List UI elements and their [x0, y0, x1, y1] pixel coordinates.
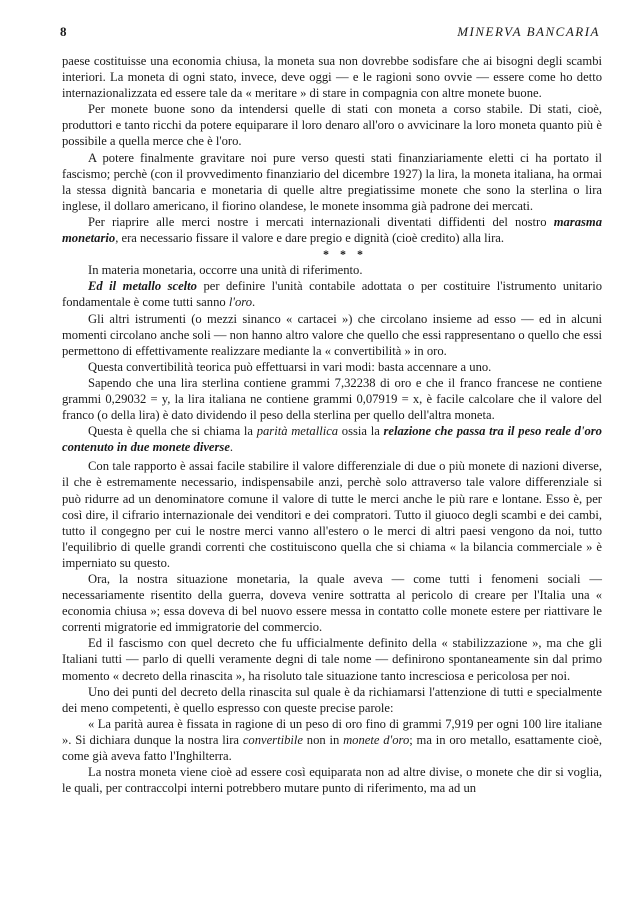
paragraph [62, 359, 602, 375]
paragraph [62, 458, 602, 571]
page-number: 8 [60, 24, 67, 39]
running-title: MINERVA BANCARIA [457, 24, 600, 39]
paragraph-text: Ora, la nostra situazione monetaria, la quale aveva — come tutti i fenomeni sociali — necessariamente risentito della guerra, doveva venire sottratta al pericolo di creare per l'Italia una « economia chiusa »; essa doveva di bel nuovo essere messa in contatto colle monete estere per riattivare le correnti migratorie ed immigratorie del commercio. [62, 572, 602, 635]
paragraph-text: Ed il fascismo con quel decreto che fu ufficialmente definito della « stabilizzazione », ma che gli Italiani tutti — parlo di quelli veramente degni di tale nome — definirono spontaneamente sin dal primo momento « decreto della rinascita », ha risoluto tale situazione tanto incresciosa e pericolosa per noi. [62, 636, 602, 683]
paragraph-text: non in [302, 732, 344, 747]
paragraph-text: Sapendo che una lira sterlina contiene grammi 7,32238 di oro e che il franco francese ne contiene grammi 0,29032 = y, la lira italiana ne contiene grammi 0,07919 = x, è facile calcolare che il valore del franco (o della lira) è dato dividendo il peso della sterlina per quello dell'altra moneta. [62, 375, 602, 423]
paragraph [62, 262, 602, 278]
paragraph [62, 150, 602, 214]
paragraph-text: . [252, 295, 256, 310]
emphasis-text: monete d'oro [343, 732, 410, 747]
paragraph [62, 684, 602, 716]
paragraph-text: Per riaprire alle merci nostre i mercati internazionali diventati diffidenti del nostro [88, 214, 554, 229]
paragraph-text: Questa convertibilità teorica può effettuarsi in vari modi: basta accennare a uno. [88, 359, 492, 374]
paragraph-text: La nostra moneta viene cioè ad essere così equiparata non ad altre divise, o monete che dir si voglia, le quali, per contraccolpi interni potrebbero mutare punto di riferimento, ma ad un [62, 765, 602, 796]
paragraph [62, 571, 602, 635]
paragraph [62, 635, 602, 683]
paragraph [62, 716, 602, 764]
paragraph-text: . [229, 440, 234, 455]
paragraph-text: In materia monetaria, occorre una unità di riferimento. [88, 263, 363, 278]
paragraph-text: Gli altri istrumenti (o mezzi sinanco « cartacei ») che circolano insieme ad esso — ed in alcuni momenti circolano anche soli — non hanno altro valore che quello che essi rappresentano o quello che essi permettono di effettivamente realizzare mediante la « convertibilità » in oro. [62, 311, 602, 358]
paragraph-text: Uno dei punti del decreto della rinascita sul quale è da richiamarsi l'attenzione di tutti e specialmente dei meno competenti, è quello espresso con queste precise parole: [62, 684, 602, 715]
paragraph [62, 214, 602, 246]
emphasis-text: marasma monetario [62, 214, 602, 246]
paragraph-text: « La parità aurea è fissata in ragione di un peso di oro fino di grammi 7,919 per ogni 100 lire italiane ». Si dichiara dunque la nostra lira [62, 716, 602, 747]
paragraph [62, 278, 602, 310]
emphasis-text: parità metallica [256, 424, 339, 439]
page-header [60, 24, 600, 44]
paragraph-text: ossia la [338, 424, 384, 439]
paragraph [62, 101, 602, 149]
paragraph-text: A potere finalmente gravitare noi pure verso questi stati finanziariamente eletti ci ha portato il fascismo; perchè (con il provvedimento finanziario del dicembre 1927) la lira, la moneta italiana, ha ormai la stessa dignità bancaria e monetaria di quelle altre pregiatissime monete che sono la sterlina o lira inglese, il dollaro americano, il fiorino olandese, le monete insomma già padrone dei mercati. [62, 150, 602, 213]
paragraph [62, 311, 602, 359]
emphasis-text: relazione che passa tra il peso reale d'oro contenuto in due monete diverse [62, 424, 602, 455]
section-separator: * * * [323, 247, 367, 262]
emphasis-text: convertibile [242, 732, 303, 747]
paragraph-text: Per monete buone sono da intendersi quelle di stati con moneta a corso stabile. Di stati, cioè, produttori e tanto ricchi da potere equiparare il loro denaro all'oro o avvicinare la loro moneta quanto più è possibile a quella merce che è l'oro. [62, 102, 602, 149]
paragraph-text: Con tale rapporto è assai facile stabilire il valore differenziale di due o più monete di nazioni diverse, il che è estremamente necessario, indispensabile anzi, perchè solo attraverso tale valore differenziale si può ridurre ad un denominatore comune il valore di tutte le merci anche le più rare e lontane. Esso è, per così dire, il cifrario internazionale dei venditori e dei compratori. Tutto il giuoco degli scambi e dei cambi, tutto il congegno per cui le nostre merci vanno all'estero o le merci di altri paesi vengono da noi, tutto l'equilibrio di quelle grandi correnti che costituiscono quella che si chiama « la bilancia commerciale » è imperniato su questo. [62, 459, 602, 570]
paragraph-text: per definire l'unità contabile adottata o per costituire l'istrumento unitario fondamentale è come tutti sanno [62, 279, 602, 310]
paragraph-text: Questa è quella che si chiama la [88, 424, 257, 439]
paragraph [62, 423, 602, 455]
paragraph [62, 764, 602, 796]
paragraph [62, 53, 602, 101]
paragraph-text: paese costituisse una economia chiusa, la moneta sua non dovrebbe sodisfare che ai bisogni degli scambi interiori. La moneta di ogni stato, invece, deve oggi — e le ragioni sono ovvie — essere come ho detto internazionalizzata ed essere tale da « meritare » di stare in compagnia con altre monete buone. [62, 54, 602, 101]
emphasis-text: l'oro [228, 295, 253, 310]
paragraph-text: , era necessario fissare il valore e dare pregio e dignità (cioè credito) alla lira. [115, 231, 505, 246]
paragraph-text: ; ma in oro metallo, esattamente cioè, come già aveva fatto l'Inghilterra. [62, 732, 602, 764]
article-body [62, 53, 602, 796]
paragraph [62, 375, 602, 423]
emphasis-text: Ed il metallo scelto [88, 279, 197, 294]
